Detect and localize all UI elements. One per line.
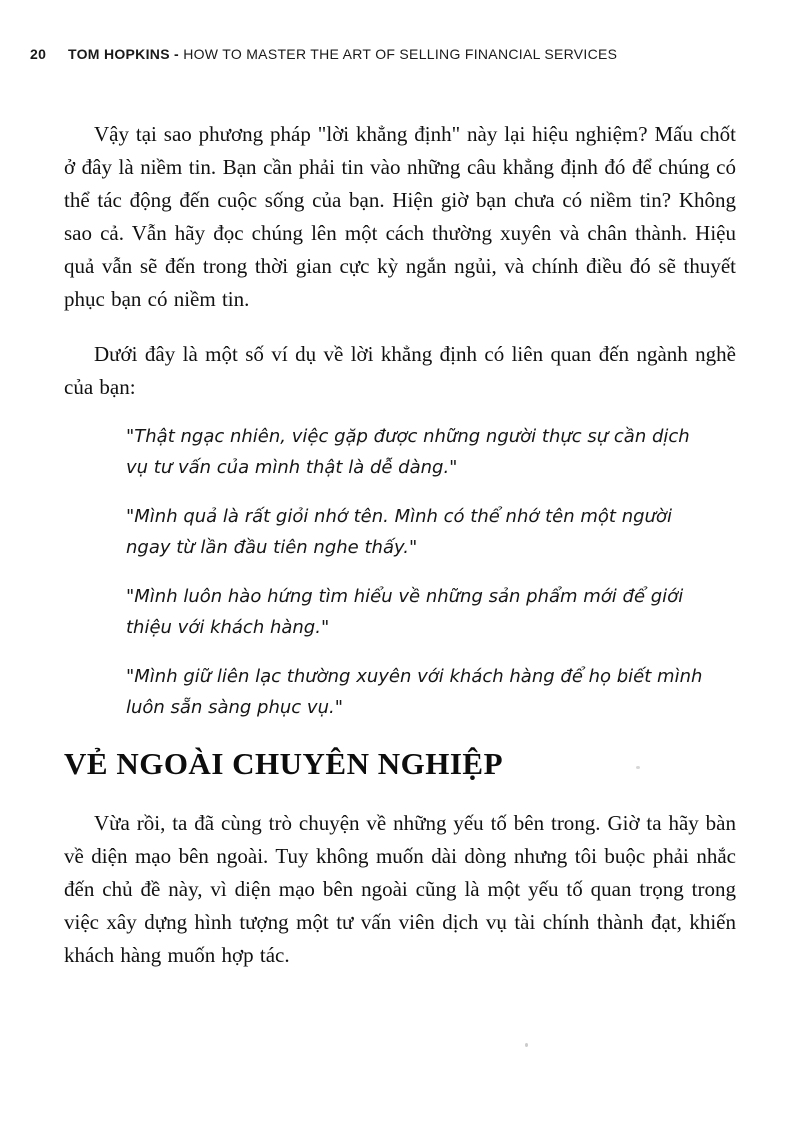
section-heading: VẺ NGOÀI CHUYÊN NGHIỆP: [64, 746, 504, 781]
affirmation-quote: "Mình giữ liên lạc thường xuyên với khách hàng để họ biết mình luôn sẵn sàng phục vụ.": [126, 666, 703, 718]
book-title: HOW TO MASTER THE ART OF SELLING FINANCIAL SERVICES: [183, 46, 618, 62]
scan-speck: [636, 766, 640, 769]
affirmation-quote: "Mình luôn hào hứng tìm hiểu về những sản phẩm mới để giới thiệu với khách hàng.": [126, 586, 684, 638]
paragraph-examples-intro: Dưới đây là một số ví dụ về lời khẳng định có liên quan đến ngành nghề của bạn:: [64, 342, 736, 399]
page-number: 20: [30, 46, 47, 62]
affirmation-quote-list: [64, 421, 736, 723]
affirmation-quote: "Thật ngạc nhiên, việc gặp được những người thực sự cần dịch vụ tư vấn của mình thật là dễ dàng.": [126, 426, 690, 478]
author-name: TOM HOPKINS -: [68, 46, 179, 62]
page-body: [64, 118, 736, 972]
running-header: [30, 46, 736, 62]
paragraph-appearance-intro: Vừa rồi, ta đã cùng trò chuyện về những yếu tố bên trong. Giờ ta hãy bàn về diện mạo bên ngoài. Tuy không muốn dài dòng nhưng tôi buộc phải nhắc đến chủ đề này, vì diện mạo bên ngoài cũng là một yếu tố quan trọng trong việc xây dựng hình tượng một tư vấn viên dịch vụ tài chính thành đạt, khiến khách hàng muốn hợp tác.: [64, 811, 736, 967]
scan-speck: [525, 1043, 528, 1047]
paragraph-affirmation-why: Vậy tại sao phương pháp "lời khẳng định" này lại hiệu nghiệm? Mấu chốt ở đây là niềm tin. Bạn cần phải tin vào những câu khẳng định đó để chúng có thể tác động đến cuộc sống của bạn. Hiện giờ bạn chưa có niềm tin? Không sao cả. Vẫn hãy đọc chúng lên một cách thường xuyên và chân thành. Hiệu quả vẫn sẽ đến trong thời gian cực kỳ ngắn ngủi, và chính điều đó sẽ thuyết phục bạn có niềm tin.: [64, 122, 736, 311]
affirmation-quote: "Mình quả là rất giỏi nhớ tên. Mình có thể nhớ tên một người ngay từ lần đầu tiên nghe thấy.": [126, 506, 672, 558]
